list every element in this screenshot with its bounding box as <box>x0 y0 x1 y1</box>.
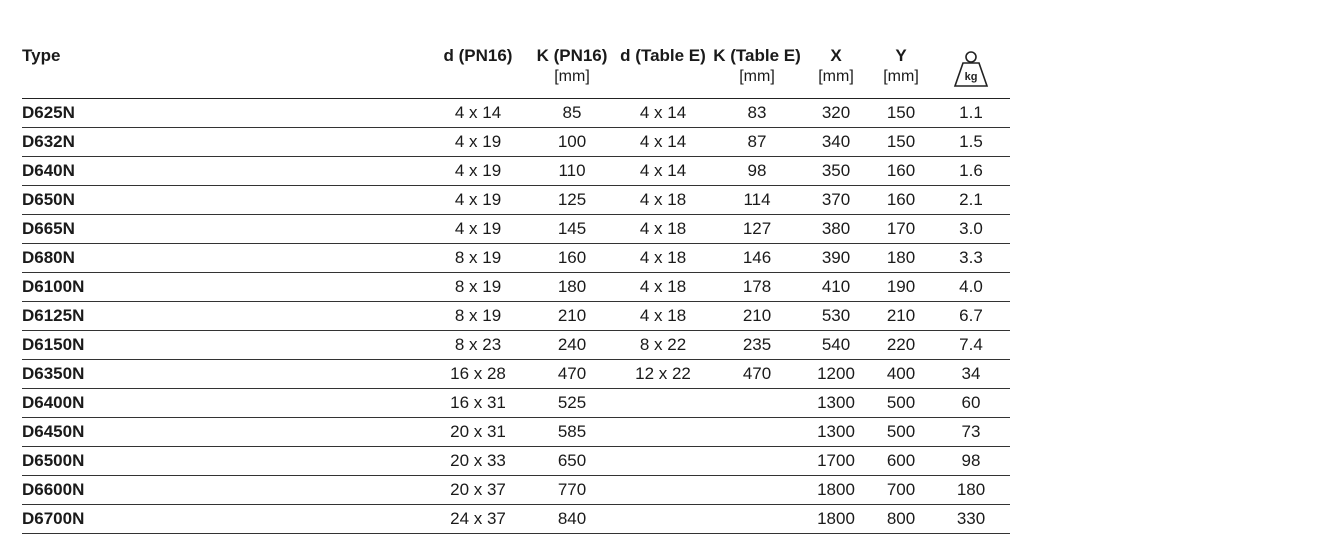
x-cell: 380 <box>802 214 870 243</box>
weight-cell: 1.6 <box>932 156 1010 185</box>
d-pn16-cell: 4 x 19 <box>426 185 530 214</box>
y-cell: 190 <box>870 272 932 301</box>
header-d-pn16-label: d (PN16) <box>443 46 513 65</box>
weight-cell: 73 <box>932 417 1010 446</box>
d-table-e-cell: 8 x 22 <box>614 330 712 359</box>
weight-cell: 1.5 <box>932 127 1010 156</box>
y-cell: 210 <box>870 301 932 330</box>
header-row <box>22 46 1010 98</box>
d-pn16-cell: 20 x 37 <box>426 475 530 504</box>
type-cell: D6500N <box>22 446 426 475</box>
header-y-label: Y <box>895 46 907 65</box>
k-pn16-cell: 585 <box>530 417 614 446</box>
table-row <box>22 417 1010 446</box>
k-table-e-cell <box>712 475 802 504</box>
d-table-e-cell <box>614 504 712 533</box>
k-table-e-cell <box>712 417 802 446</box>
table-row <box>22 185 1010 214</box>
x-cell: 320 <box>802 98 870 127</box>
k-pn16-cell: 160 <box>530 243 614 272</box>
k-table-e-cell: 470 <box>712 359 802 388</box>
k-pn16-cell: 770 <box>530 475 614 504</box>
table-row <box>22 127 1010 156</box>
x-cell: 410 <box>802 272 870 301</box>
d-pn16-cell: 16 x 31 <box>426 388 530 417</box>
header-d-table-e-label: d (Table E) <box>620 46 706 65</box>
table-row <box>22 214 1010 243</box>
y-cell: 150 <box>870 127 932 156</box>
k-pn16-cell: 110 <box>530 156 614 185</box>
d-table-e-cell: 4 x 18 <box>614 214 712 243</box>
d-table-e-cell: 4 x 18 <box>614 243 712 272</box>
x-cell: 540 <box>802 330 870 359</box>
type-cell: D650N <box>22 185 426 214</box>
table-row <box>22 475 1010 504</box>
header-k-pn16 <box>530 46 614 98</box>
y-cell: 180 <box>870 243 932 272</box>
y-cell: 170 <box>870 214 932 243</box>
d-table-e-cell: 4 x 18 <box>614 301 712 330</box>
k-table-e-cell <box>712 388 802 417</box>
y-cell: 220 <box>870 330 932 359</box>
d-pn16-cell: 4 x 19 <box>426 127 530 156</box>
type-cell: D632N <box>22 127 426 156</box>
k-pn16-cell: 840 <box>530 504 614 533</box>
k-table-e-cell: 127 <box>712 214 802 243</box>
table-row <box>22 388 1010 417</box>
y-cell: 500 <box>870 417 932 446</box>
spec-table <box>22 46 1010 534</box>
x-cell: 390 <box>802 243 870 272</box>
header-x-unit: [mm] <box>818 68 854 85</box>
d-pn16-cell: 8 x 19 <box>426 243 530 272</box>
weight-cell: 60 <box>932 388 1010 417</box>
weight-cell: 180 <box>932 475 1010 504</box>
weight-cell: 6.7 <box>932 301 1010 330</box>
d-table-e-cell <box>614 388 712 417</box>
k-table-e-cell: 114 <box>712 185 802 214</box>
x-cell: 1800 <box>802 504 870 533</box>
d-table-e-cell <box>614 475 712 504</box>
k-pn16-cell: 100 <box>530 127 614 156</box>
k-table-e-cell <box>712 504 802 533</box>
k-pn16-cell: 210 <box>530 301 614 330</box>
y-cell: 160 <box>870 156 932 185</box>
weight-cell: 7.4 <box>932 330 1010 359</box>
x-cell: 1300 <box>802 388 870 417</box>
y-cell: 600 <box>870 446 932 475</box>
k-table-e-cell: 98 <box>712 156 802 185</box>
d-pn16-cell: 8 x 19 <box>426 272 530 301</box>
k-table-e-cell: 146 <box>712 243 802 272</box>
d-pn16-cell: 4 x 14 <box>426 98 530 127</box>
k-table-e-cell: 87 <box>712 127 802 156</box>
weight-cell: 3.0 <box>932 214 1010 243</box>
weight-cell: 98 <box>932 446 1010 475</box>
k-pn16-cell: 180 <box>530 272 614 301</box>
header-x <box>802 46 870 98</box>
d-table-e-cell: 12 x 22 <box>614 359 712 388</box>
k-table-e-cell: 235 <box>712 330 802 359</box>
type-cell: D6100N <box>22 272 426 301</box>
weight-cell: 4.0 <box>932 272 1010 301</box>
x-cell: 1300 <box>802 417 870 446</box>
y-cell: 160 <box>870 185 932 214</box>
type-cell: D6400N <box>22 388 426 417</box>
type-cell: D6350N <box>22 359 426 388</box>
y-cell: 500 <box>870 388 932 417</box>
d-pn16-cell: 8 x 19 <box>426 301 530 330</box>
y-cell: 150 <box>870 98 932 127</box>
d-pn16-cell: 20 x 33 <box>426 446 530 475</box>
y-cell: 800 <box>870 504 932 533</box>
header-d-pn16 <box>426 46 530 98</box>
x-cell: 340 <box>802 127 870 156</box>
header-k-table-e <box>712 46 802 98</box>
x-cell: 1800 <box>802 475 870 504</box>
table-row <box>22 243 1010 272</box>
k-pn16-cell: 85 <box>530 98 614 127</box>
table-row <box>22 301 1010 330</box>
header-k-table-e-label: K (Table E) <box>713 46 801 65</box>
k-pn16-cell: 240 <box>530 330 614 359</box>
header-d-table-e <box>614 46 712 98</box>
d-table-e-cell: 4 x 14 <box>614 127 712 156</box>
x-cell: 1200 <box>802 359 870 388</box>
d-table-e-cell: 4 x 18 <box>614 272 712 301</box>
y-cell: 400 <box>870 359 932 388</box>
weight-unit: kg <box>964 71 978 83</box>
d-pn16-cell: 4 x 19 <box>426 214 530 243</box>
weight-cell: 330 <box>932 504 1010 533</box>
x-cell: 350 <box>802 156 870 185</box>
weight-cell: 34 <box>932 359 1010 388</box>
type-cell: D625N <box>22 98 426 127</box>
table-row <box>22 272 1010 301</box>
header-type-label: Type <box>22 46 61 65</box>
k-table-e-cell <box>712 446 802 475</box>
header-k-table-e-unit: [mm] <box>739 68 775 85</box>
x-cell: 530 <box>802 301 870 330</box>
weight-cell: 3.3 <box>932 243 1010 272</box>
weight-icon <box>951 50 991 90</box>
d-table-e-cell: 4 x 14 <box>614 98 712 127</box>
d-table-e-cell <box>614 446 712 475</box>
k-table-e-cell: 210 <box>712 301 802 330</box>
y-cell: 700 <box>870 475 932 504</box>
d-pn16-cell: 4 x 19 <box>426 156 530 185</box>
type-cell: D680N <box>22 243 426 272</box>
d-table-e-cell <box>614 417 712 446</box>
table-row <box>22 330 1010 359</box>
d-pn16-cell: 24 x 37 <box>426 504 530 533</box>
k-pn16-cell: 145 <box>530 214 614 243</box>
header-x-label: X <box>830 46 842 65</box>
type-cell: D640N <box>22 156 426 185</box>
header-type <box>22 46 426 98</box>
k-table-e-cell: 83 <box>712 98 802 127</box>
d-table-e-cell: 4 x 18 <box>614 185 712 214</box>
k-table-e-cell: 178 <box>712 272 802 301</box>
k-pn16-cell: 525 <box>530 388 614 417</box>
k-pn16-cell: 650 <box>530 446 614 475</box>
d-table-e-cell: 4 x 14 <box>614 156 712 185</box>
type-cell: D6600N <box>22 475 426 504</box>
weight-cell: 1.1 <box>932 98 1010 127</box>
type-cell: D6700N <box>22 504 426 533</box>
header-k-pn16-label: K (PN16) <box>536 46 608 65</box>
k-pn16-cell: 470 <box>530 359 614 388</box>
k-pn16-cell: 125 <box>530 185 614 214</box>
table-row <box>22 98 1010 127</box>
header-weight <box>932 46 1010 98</box>
table-row <box>22 359 1010 388</box>
x-cell: 370 <box>802 185 870 214</box>
header-k-pn16-unit: [mm] <box>554 68 590 85</box>
weight-cell: 2.1 <box>932 185 1010 214</box>
type-cell: D665N <box>22 214 426 243</box>
table-body <box>22 98 1010 533</box>
header-y <box>870 46 932 98</box>
type-cell: D6150N <box>22 330 426 359</box>
table-row <box>22 156 1010 185</box>
x-cell: 1700 <box>802 446 870 475</box>
header-y-unit: [mm] <box>883 68 919 85</box>
d-pn16-cell: 20 x 31 <box>426 417 530 446</box>
d-pn16-cell: 16 x 28 <box>426 359 530 388</box>
type-cell: D6450N <box>22 417 426 446</box>
table-row <box>22 446 1010 475</box>
d-pn16-cell: 8 x 23 <box>426 330 530 359</box>
type-cell: D6125N <box>22 301 426 330</box>
table-row <box>22 504 1010 533</box>
